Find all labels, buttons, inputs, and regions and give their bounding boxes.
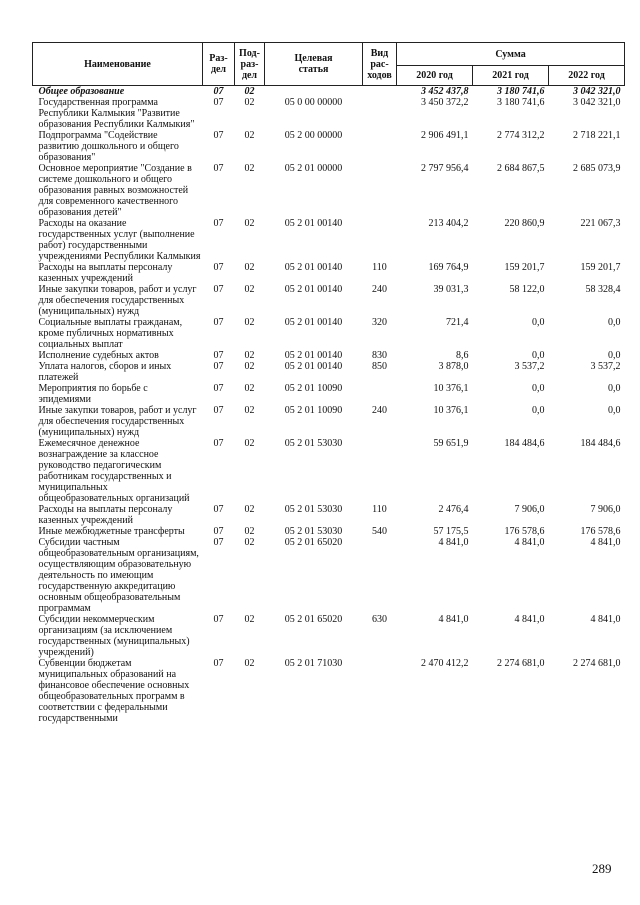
row-kind bbox=[363, 97, 397, 130]
row-amount-2020: 10 376,1 bbox=[433, 405, 469, 416]
row-target: 05 2 01 53030 bbox=[284, 504, 343, 515]
table-row bbox=[33, 350, 625, 361]
row-subsection: 02 bbox=[244, 86, 255, 97]
row-target: 05 0 00 00000 bbox=[284, 97, 343, 108]
row-kind bbox=[363, 130, 397, 163]
row-name: Мероприятия по борьбе с эпидемиями bbox=[38, 383, 148, 405]
row-subsection: 02 bbox=[244, 218, 255, 229]
row-amount-2021: 2 684 867,5 bbox=[497, 163, 545, 174]
row-target: 05 2 01 53030 bbox=[284, 526, 343, 537]
row-name: Ежемесячное денежное вознаграждение за классное руководство педагогическим работникам государственных и муниципальных общеобразовательных организаций bbox=[38, 438, 190, 504]
header-name: Наименование bbox=[33, 43, 203, 86]
header-section-line: Раз- bbox=[209, 53, 228, 64]
header-section-line: дел bbox=[210, 64, 227, 75]
header-subsection bbox=[235, 43, 265, 86]
row-amount-2021: 3 180 741,6 bbox=[497, 97, 545, 108]
row-target: 05 2 01 00140 bbox=[284, 350, 343, 361]
row-amount-2021: 3 180 741,6 bbox=[497, 86, 545, 97]
row-subsection: 02 bbox=[244, 163, 255, 174]
table-row bbox=[33, 130, 625, 163]
row-target: 05 2 00 00000 bbox=[284, 130, 343, 141]
row-subsection: 02 bbox=[244, 658, 255, 669]
table-row bbox=[33, 317, 625, 350]
row-amount-2020: 8,6 bbox=[456, 350, 469, 361]
row-section: 07 bbox=[213, 284, 224, 295]
row-subsection: 02 bbox=[244, 262, 255, 273]
row-amount-2022: 4 841,0 bbox=[590, 614, 621, 625]
row-section: 07 bbox=[213, 262, 224, 273]
row-amount-2022: 2 274 681,0 bbox=[573, 658, 621, 669]
row-kind: 110 bbox=[372, 262, 387, 273]
row-subsection: 02 bbox=[244, 350, 255, 361]
row-name: Общее образование bbox=[38, 86, 125, 97]
row-kind: 830 bbox=[372, 350, 387, 361]
row-target: 05 2 01 10090 bbox=[284, 405, 343, 416]
row-subsection: 02 bbox=[244, 284, 255, 295]
row-section: 07 bbox=[213, 438, 224, 449]
row-target: 05 2 01 10090 bbox=[284, 383, 343, 394]
table-row bbox=[33, 504, 625, 526]
row-section: 07 bbox=[213, 163, 224, 174]
row-name: Иные закупки товаров, работ и услуг для обеспечения государственных (муниципальных) нужд bbox=[38, 405, 197, 438]
header-sum: Сумма bbox=[397, 43, 625, 66]
row-amount-2020: 3 450 372,2 bbox=[421, 97, 469, 108]
row-amount-2022: 3 042 321,0 bbox=[573, 86, 621, 97]
row-target: 05 2 01 00000 bbox=[284, 163, 343, 174]
budget-table bbox=[32, 42, 625, 724]
row-kind bbox=[363, 658, 397, 724]
row-amount-2020: 3 878,0 bbox=[438, 361, 469, 372]
row-subsection: 02 bbox=[244, 614, 255, 625]
row-amount-2021: 0,0 bbox=[532, 350, 545, 361]
row-amount-2021: 0,0 bbox=[532, 383, 545, 394]
row-target: 05 2 01 00140 bbox=[284, 317, 343, 328]
row-target: 05 2 01 00140 bbox=[284, 218, 343, 229]
header-target-line: статья bbox=[298, 64, 329, 75]
row-target: 05 2 01 00140 bbox=[284, 361, 343, 372]
row-section: 07 bbox=[213, 350, 224, 361]
row-name: Расходы на оказание государственных услуг (выполнение работ) государственными учреждениями Республики Калмыкия bbox=[38, 218, 201, 262]
row-target bbox=[265, 86, 363, 98]
row-section: 07 bbox=[213, 614, 224, 625]
row-amount-2022: 4 841,0 bbox=[590, 537, 621, 548]
row-section: 07 bbox=[213, 218, 224, 229]
row-kind bbox=[363, 383, 397, 405]
row-amount-2021: 4 841,0 bbox=[514, 537, 545, 548]
header-year-2021: 2021 год bbox=[473, 66, 549, 86]
header-kind-line: Вид bbox=[370, 47, 389, 59]
row-amount-2020: 3 452 437,8 bbox=[421, 86, 469, 97]
row-amount-2022: 0,0 bbox=[608, 350, 621, 361]
row-name: Уплата налогов, сборов и иных платежей bbox=[38, 361, 172, 383]
row-subsection: 02 bbox=[244, 130, 255, 141]
row-amount-2020: 2 470 412,2 bbox=[421, 658, 469, 669]
row-amount-2021: 3 537,2 bbox=[514, 361, 545, 372]
row-amount-2020: 721,4 bbox=[446, 317, 469, 328]
row-amount-2020: 4 841,0 bbox=[438, 537, 469, 548]
row-amount-2022: 0,0 bbox=[608, 405, 621, 416]
row-subsection: 02 bbox=[244, 317, 255, 328]
table-row bbox=[33, 658, 625, 724]
header-kind bbox=[363, 43, 397, 86]
row-section: 07 bbox=[213, 317, 224, 328]
row-amount-2020: 2 476,4 bbox=[438, 504, 469, 515]
table-row bbox=[33, 438, 625, 504]
row-name: Субсидии частным общеобразовательным организациям, осуществляющим образовательную деятельность по имеющим государственную аккредитацию основным общеобразовательным программам bbox=[38, 537, 199, 614]
row-kind bbox=[363, 163, 397, 218]
table-row bbox=[33, 284, 625, 317]
row-kind: 240 bbox=[372, 284, 387, 295]
table-row bbox=[33, 218, 625, 262]
row-amount-2022: 221 067,3 bbox=[580, 218, 621, 229]
row-amount-2021: 0,0 bbox=[532, 405, 545, 416]
row-amount-2022: 184 484,6 bbox=[580, 438, 621, 449]
row-section: 07 bbox=[213, 130, 224, 141]
row-name: Социальные выплаты гражданам, кроме публичных нормативных социальных выплат bbox=[38, 317, 183, 350]
table-row bbox=[33, 86, 625, 98]
row-name: Расходы на выплаты персоналу казенных учреждений bbox=[38, 262, 173, 284]
row-subsection: 02 bbox=[244, 383, 255, 394]
header-subsection-line: Под- bbox=[239, 47, 260, 59]
row-amount-2020: 2 797 956,4 bbox=[421, 163, 469, 174]
row-name: Подпрограмма "Содействие развитию дошкольного и общего образования" bbox=[38, 130, 179, 163]
row-amount-2020: 57 175,5 bbox=[433, 526, 469, 537]
row-target: 05 2 01 00140 bbox=[284, 262, 343, 273]
budget-sheet bbox=[32, 42, 624, 724]
table-row bbox=[33, 163, 625, 218]
row-section: 07 bbox=[213, 537, 224, 548]
row-amount-2022: 0,0 bbox=[608, 383, 621, 394]
row-amount-2022: 3 042 321,0 bbox=[573, 97, 621, 108]
row-section: 07 bbox=[213, 361, 224, 372]
row-section: 07 bbox=[213, 526, 224, 537]
row-amount-2020: 213 404,2 bbox=[428, 218, 469, 229]
row-section: 07 bbox=[213, 97, 224, 108]
row-name: Исполнение судебных актов bbox=[38, 350, 159, 361]
row-amount-2022: 3 537,2 bbox=[590, 361, 621, 372]
row-amount-2021: 220 860,9 bbox=[504, 218, 545, 229]
row-kind bbox=[363, 438, 397, 504]
table-row bbox=[33, 526, 625, 537]
row-amount-2022: 159 201,7 bbox=[580, 262, 621, 273]
table-header bbox=[33, 43, 625, 86]
row-target: 05 2 01 65020 bbox=[284, 614, 343, 625]
row-kind: 630 bbox=[372, 614, 387, 625]
row-amount-2020: 39 031,3 bbox=[433, 284, 469, 295]
row-amount-2022: 2 718 221,1 bbox=[573, 130, 621, 141]
row-kind bbox=[363, 86, 397, 98]
row-subsection: 02 bbox=[244, 438, 255, 449]
row-amount-2021: 2 274 681,0 bbox=[497, 658, 545, 669]
row-kind: 240 bbox=[372, 405, 387, 416]
row-amount-2021: 184 484,6 bbox=[504, 438, 545, 449]
row-kind: 540 bbox=[372, 526, 387, 537]
row-subsection: 02 bbox=[244, 361, 255, 372]
row-name: Расходы на выплаты персоналу казенных учреждений bbox=[38, 504, 173, 526]
row-amount-2021: 7 906,0 bbox=[514, 504, 545, 515]
header-kind-line: ходов bbox=[367, 69, 392, 81]
table-row bbox=[33, 97, 625, 130]
header-year-2022: 2022 год bbox=[549, 66, 625, 86]
row-kind: 320 bbox=[372, 317, 387, 328]
header-target-line: Целевая bbox=[294, 53, 333, 64]
row-amount-2021: 4 841,0 bbox=[514, 614, 545, 625]
row-kind: 850 bbox=[372, 361, 387, 372]
row-section: 07 bbox=[213, 86, 224, 97]
row-amount-2020: 2 906 491,1 bbox=[421, 130, 469, 141]
table-row bbox=[33, 614, 625, 658]
row-amount-2021: 0,0 bbox=[532, 317, 545, 328]
row-subsection: 02 bbox=[244, 405, 255, 416]
row-target: 05 2 01 65020 bbox=[284, 537, 343, 548]
row-amount-2022: 2 685 073,9 bbox=[573, 163, 621, 174]
row-amount-2020: 10 376,1 bbox=[433, 383, 469, 394]
table-body bbox=[33, 86, 625, 725]
table-row bbox=[33, 383, 625, 405]
row-amount-2021: 2 774 312,2 bbox=[497, 130, 545, 141]
row-kind bbox=[363, 218, 397, 262]
row-target: 05 2 01 00140 bbox=[284, 284, 343, 295]
row-subsection: 02 bbox=[244, 526, 255, 537]
row-section: 07 bbox=[213, 504, 224, 515]
header-subsection-line: раз- bbox=[240, 58, 259, 70]
row-name: Субсидии некоммерческим организациям (за исключением государственных (муниципальных) учреждений) bbox=[38, 614, 190, 658]
row-subsection: 02 bbox=[244, 504, 255, 515]
row-target: 05 2 01 71030 bbox=[284, 658, 343, 669]
row-amount-2020: 4 841,0 bbox=[438, 614, 469, 625]
header-year-2020: 2020 год bbox=[397, 66, 473, 86]
row-section: 07 bbox=[213, 383, 224, 394]
header-kind-line: рас- bbox=[370, 58, 389, 70]
table-row bbox=[33, 405, 625, 438]
row-amount-2021: 58 122,0 bbox=[509, 284, 545, 295]
table-row bbox=[33, 537, 625, 614]
row-kind: 110 bbox=[372, 504, 387, 515]
row-name: Субвенции бюджетам муниципальных образований на финансовое обеспечение основных общеобразовательных программ в соответствии с федеральными государственными bbox=[38, 658, 190, 724]
header-section bbox=[203, 43, 235, 86]
row-amount-2021: 159 201,7 bbox=[504, 262, 545, 273]
row-amount-2022: 58 328,4 bbox=[585, 284, 621, 295]
row-name: Государственная программа Республики Калмыкия "Развитие образования Республики Калмыкия" bbox=[38, 97, 195, 130]
row-amount-2020: 59 651,9 bbox=[433, 438, 469, 449]
row-subsection: 02 bbox=[244, 537, 255, 548]
page-number: 289 bbox=[592, 861, 612, 876]
table-row bbox=[33, 262, 625, 284]
row-amount-2022: 7 906,0 bbox=[590, 504, 621, 515]
row-name: Основное мероприятие "Создание в системе дошкольного и общего образования равных возможностей для современного качественного образования детей" bbox=[38, 163, 192, 218]
header-subsection-line: дел bbox=[241, 69, 258, 81]
row-amount-2022: 176 578,6 bbox=[580, 526, 621, 537]
row-section: 07 bbox=[213, 658, 224, 669]
table-row bbox=[33, 361, 625, 383]
row-target: 05 2 01 53030 bbox=[284, 438, 343, 449]
row-amount-2021: 176 578,6 bbox=[504, 526, 545, 537]
header-target bbox=[265, 43, 363, 86]
row-kind bbox=[363, 537, 397, 614]
row-subsection: 02 bbox=[244, 97, 255, 108]
row-name: Иные закупки товаров, работ и услуг для обеспечения государственных (муниципальных) нужд bbox=[38, 284, 197, 317]
row-name: Иные межбюджетные трансферты bbox=[38, 526, 185, 537]
row-amount-2020: 169 764,9 bbox=[428, 262, 469, 273]
row-section: 07 bbox=[213, 405, 224, 416]
row-amount-2022: 0,0 bbox=[608, 317, 621, 328]
